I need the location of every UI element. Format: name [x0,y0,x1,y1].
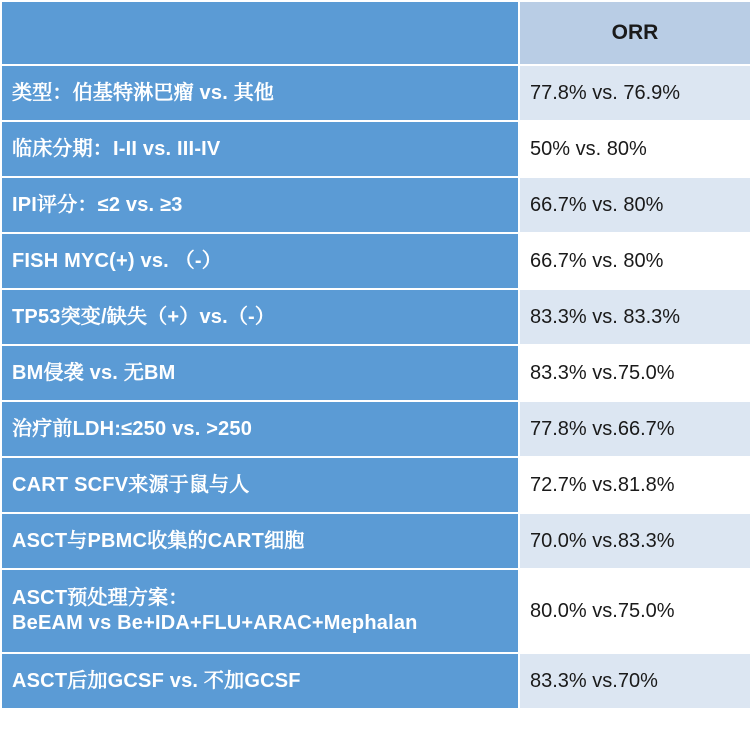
row-label-text: ASCT预处理方案： [12,587,189,609]
table-row [1,513,750,569]
row-label-text: TP53突变/缺失（+）vs.（-） [12,305,276,328]
row-value-cell: 70.0% vs.83.3% [519,513,750,569]
row-label-cell [1,569,519,653]
row-label-cell [1,401,519,457]
header-cell-orr: ORR [519,1,750,65]
table-row [1,569,750,653]
table-row [1,177,750,233]
row-label-cell [1,121,519,177]
row-label-text: 类型：伯基特淋巴瘤 vs. 其他 [12,81,275,104]
header-cell-blank [1,1,519,65]
row-value-cell: 50% vs. 80% [519,121,750,177]
table-body [1,65,750,709]
row-label-cell [1,177,519,233]
row-label-text: ASCT与PBMC收集的CART细胞 [12,529,305,552]
row-value-cell: 83.3% vs.75.0% [519,345,750,401]
row-label-text: 治疗前LDH:≤250 vs. >250 [12,417,253,440]
row-label-cell [1,289,519,345]
row-value-cell: 66.7% vs. 80% [519,177,750,233]
row-label-text: FISH MYC(+) vs. （-） [12,249,222,272]
table-row [1,457,750,513]
table-row [1,65,750,121]
table-row [1,121,750,177]
row-label-cell [1,233,519,289]
table-row [1,653,750,709]
row-label-cell [1,457,519,513]
row-value-cell: 72.7% vs.81.8% [519,457,750,513]
row-value-cell: 77.8% vs. 76.9% [519,65,750,121]
table-row [1,233,750,289]
row-value-cell: 66.7% vs. 80% [519,233,750,289]
row-label-text: 临床分期：I-II vs. III-IV [12,137,221,160]
row-value-cell: 77.8% vs.66.7% [519,401,750,457]
row-label-cell [1,653,519,709]
row-label-text: BM侵袭 vs. 无BM [12,361,176,384]
table-header-row [1,1,750,65]
row-label-text-line2: BeEAM vs Be+IDA+FLU+ARAC+Mephalan [12,612,418,634]
row-label-text: CART SCFV来源于鼠与人 [12,473,250,496]
table-row [1,345,750,401]
row-label-cell [1,65,519,121]
row-label-cell [1,513,519,569]
row-value-cell: 83.3% vs. 83.3% [519,289,750,345]
row-label-text: ASCT后加GCSF vs. 不加GCSF [12,669,301,692]
row-label-text: IPI评分：≤2 vs. ≥3 [12,193,183,216]
row-label-cell [1,345,519,401]
row-value-cell: 80.0% vs.75.0% [519,569,750,653]
table-row [1,289,750,345]
row-value-cell: 83.3% vs.70% [519,653,750,709]
table-row [1,401,750,457]
